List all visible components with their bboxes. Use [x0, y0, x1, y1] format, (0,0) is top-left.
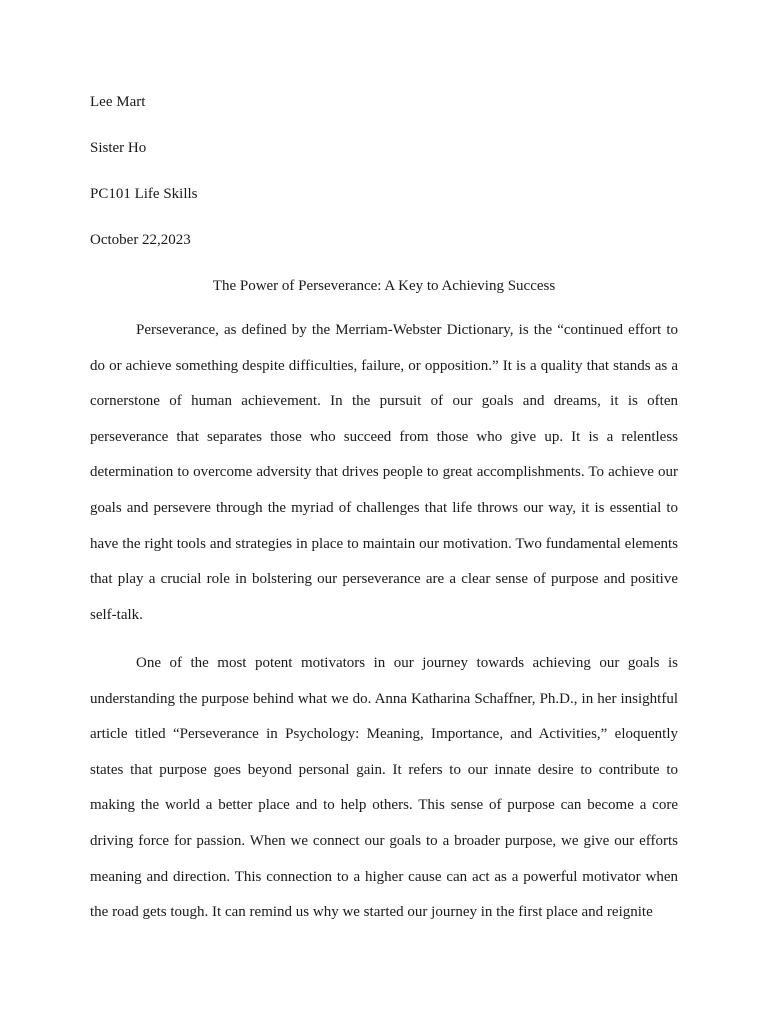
course-name: PC101 Life Skills [90, 186, 198, 202]
paragraph: One of the most potent motivators in our journey towards achieving our goals is understanding the purpose behind what we do. Anna Katharina Schaffner, Ph.D., in her insightful article titled “Perseverance in Psychology: Meaning, Importance, and Activities,” eloquently states that purpose goes beyond personal gain. It refers to our innate desire to contribute to making the world a better place and to help others. This sense of purpose can become a core driving force for passion. When we connect our goals to a broader purpose, we give our efforts meaning and direction. This connection to a higher cause can act as a powerful motivator when the road gets tough. It can remind us why we started our journey in the first place and reignite [90, 655, 678, 921]
paragraph: Perseverance, as defined by the Merriam-Webster Dictionary, is the “continued effort to do or achieve something despite difficulties, failure, or opposition.” It is a quality that stands as a cornerstone of human achievement. In the pursuit of our goals and dreams, it is often perseverance that separates those who succeed from those who give up. It is a relentless determination to overcome adversity that drives people to great accomplishments. To achieve our goals and persevere through the myriad of challenges that life throws our way, it is essential to have the right tools and strategies in place to maintain our motivation. Two fundamental elements that play a crucial role in bolstering our perseverance are a clear sense of purpose and positive self-talk. [90, 322, 678, 623]
document-date: October 22,2023 [90, 232, 191, 248]
author-name: Lee Mart [90, 94, 146, 110]
essay-title: The Power of Perseverance: A Key to Achieving Success [212, 278, 556, 294]
instructor-name: Sister Ho [90, 140, 147, 156]
